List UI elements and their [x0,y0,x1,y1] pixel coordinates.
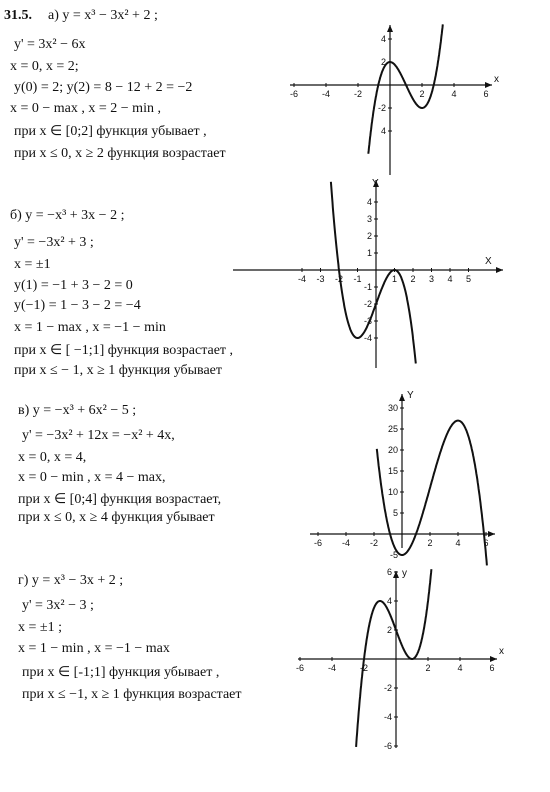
y-tick-label: -3 [363,316,372,326]
graph-b [228,178,508,373]
text-line: при x ≤ 0, x ≥ 4 функция убывает [18,510,215,525]
function-curve [368,24,443,153]
x-tick-label: -6 [295,663,305,673]
x-tick-label: 4 [451,89,457,99]
x-tick-label: -3 [316,274,325,284]
y-tick-label: -4 [363,333,372,343]
x-tick-label: -4 [341,538,351,548]
x-tick-label: 6 [483,538,489,548]
y-tick-label: -1 [363,282,372,292]
x-tick-label: -4 [327,663,337,673]
text-line: x = 1 − min , x = −1 − max [18,641,170,656]
x-axis-label: x [494,74,499,85]
text-line: x = 1 − max , x = −1 − min [14,320,166,335]
text-line: а) y = x³ − 3x² + 2 ; [48,8,158,23]
text-line: при x ∈ [ −1;1] функция возрастает , [14,343,234,358]
y-tick-label: 30 [387,403,398,413]
text-line: y' = −3x² + 12x = −x² + 4x, [22,428,175,443]
y-tick-label: 2 [380,57,386,67]
x-tick-label: -1 [353,274,362,284]
x-tick-label: -2 [353,89,363,99]
text-line: при x ∈ [-1;1] функция убывает , [22,665,220,680]
y-tick-label: -2 [377,103,386,113]
function-curve [356,569,431,747]
x-axis-label: X [485,256,492,267]
text-line: x = 0 − min , x = 4 − max, [18,470,166,485]
x-tick-label: 3 [428,274,435,284]
y-tick-label: 25 [387,424,398,434]
y-axis-label: Y [372,178,379,189]
text-line: y(0) = 2; y(2) = 8 − 12 + 2 = −2 [14,80,193,95]
text-line: в) y = −x³ + 6x² − 5 ; [18,403,137,418]
y-tick-label: -2 [383,683,392,693]
x-tick-label: 2 [410,274,416,284]
text-line: x = ±1 ; [18,620,62,635]
text-line: y(−1) = 1 − 3 − 2 = −4 [14,298,141,313]
x-tick-label: 2 [425,663,431,673]
text-line: при x ≤ 0, x ≥ 2 функция возрастает [14,146,226,161]
y-tick-label: 20 [387,445,398,455]
x-axis-arrow [490,656,497,662]
y-tick-label: 1 [366,248,372,258]
x-axis-arrow [488,531,495,537]
y-tick-label: 4 [386,596,392,606]
y-tick-label: -4 [383,712,392,722]
y-tick-label: 2 [366,231,372,241]
x-axis-label: x [499,646,504,657]
x-tick-label: -4 [297,274,307,284]
y-tick-label: -6 [383,741,392,751]
x-tick-label: -2 [359,663,369,673]
text-line: при x ∈ [0;2] функция убывает , [14,124,207,139]
y-tick-label: 15 [387,466,398,476]
x-tick-label: 6 [483,89,489,99]
x-tick-label: -4 [321,89,331,99]
text-line: при x ≤ − 1, x ≥ 1 функция убывает [14,363,223,378]
graph-a [280,20,500,180]
x-tick-label: 6 [489,663,495,673]
x-tick-label: -2 [369,538,379,548]
y-tick-label: -5 [389,550,398,560]
text-line: г) y = x³ − 3x + 2 ; [18,573,124,588]
graph-g [292,568,512,750]
x-tick-label: 1 [391,274,398,284]
text-line: x = 0, x = 4, [18,450,87,465]
text-line: y' = −3x² + 3 ; [14,235,94,250]
y-tick-label: 3 [366,214,372,224]
y-axis-label: Y [407,390,414,401]
y-tick-label: 4 [380,126,386,136]
x-tick-label: 2 [419,89,425,99]
y-tick-label: -2 [363,299,372,309]
text-line: y' = 3x² − 3 ; [22,598,94,613]
text-line: x = 0 − max , x = 2 − min , [10,101,161,116]
problem-number: 31.5. [4,8,32,23]
text-line: б) y = −x³ + 3x − 2 ; [10,208,125,223]
x-tick-label: -6 [289,89,299,99]
x-tick-label: -2 [334,274,344,284]
x-tick-label: 4 [447,274,453,284]
y-tick-label: 10 [387,487,398,497]
text-line: при x ≤ −1, x ≥ 1 функция возрастает [22,687,242,702]
y-tick-label: 6 [386,567,392,577]
x-tick-label: 2 [427,538,433,548]
y-axis-label: y [402,568,407,579]
function-curve [331,182,416,364]
text-line: y(1) = −1 + 3 − 2 = 0 [14,278,133,293]
text-line: при x ∈ [0;4] функция возрастает, [18,492,222,507]
y-tick-label: 4 [380,34,386,44]
y-tick-label: 5 [392,508,398,518]
x-tick-label: 5 [465,274,472,284]
y-axis-arrow [399,394,405,401]
y-axis-arrow [387,25,393,32]
text-line: x = ±1 [14,257,51,272]
x-tick-label: 4 [457,663,463,673]
graph-v [305,390,505,560]
y-tick-label: 4 [366,197,372,207]
x-axis-arrow [496,267,503,273]
text-line: x = 0, x = 2; [10,59,79,74]
x-tick-label: 4 [455,538,461,548]
y-tick-label: 2 [386,625,392,635]
x-tick-label: -6 [313,538,323,548]
text-line: y' = 3x² − 6x [14,37,86,52]
